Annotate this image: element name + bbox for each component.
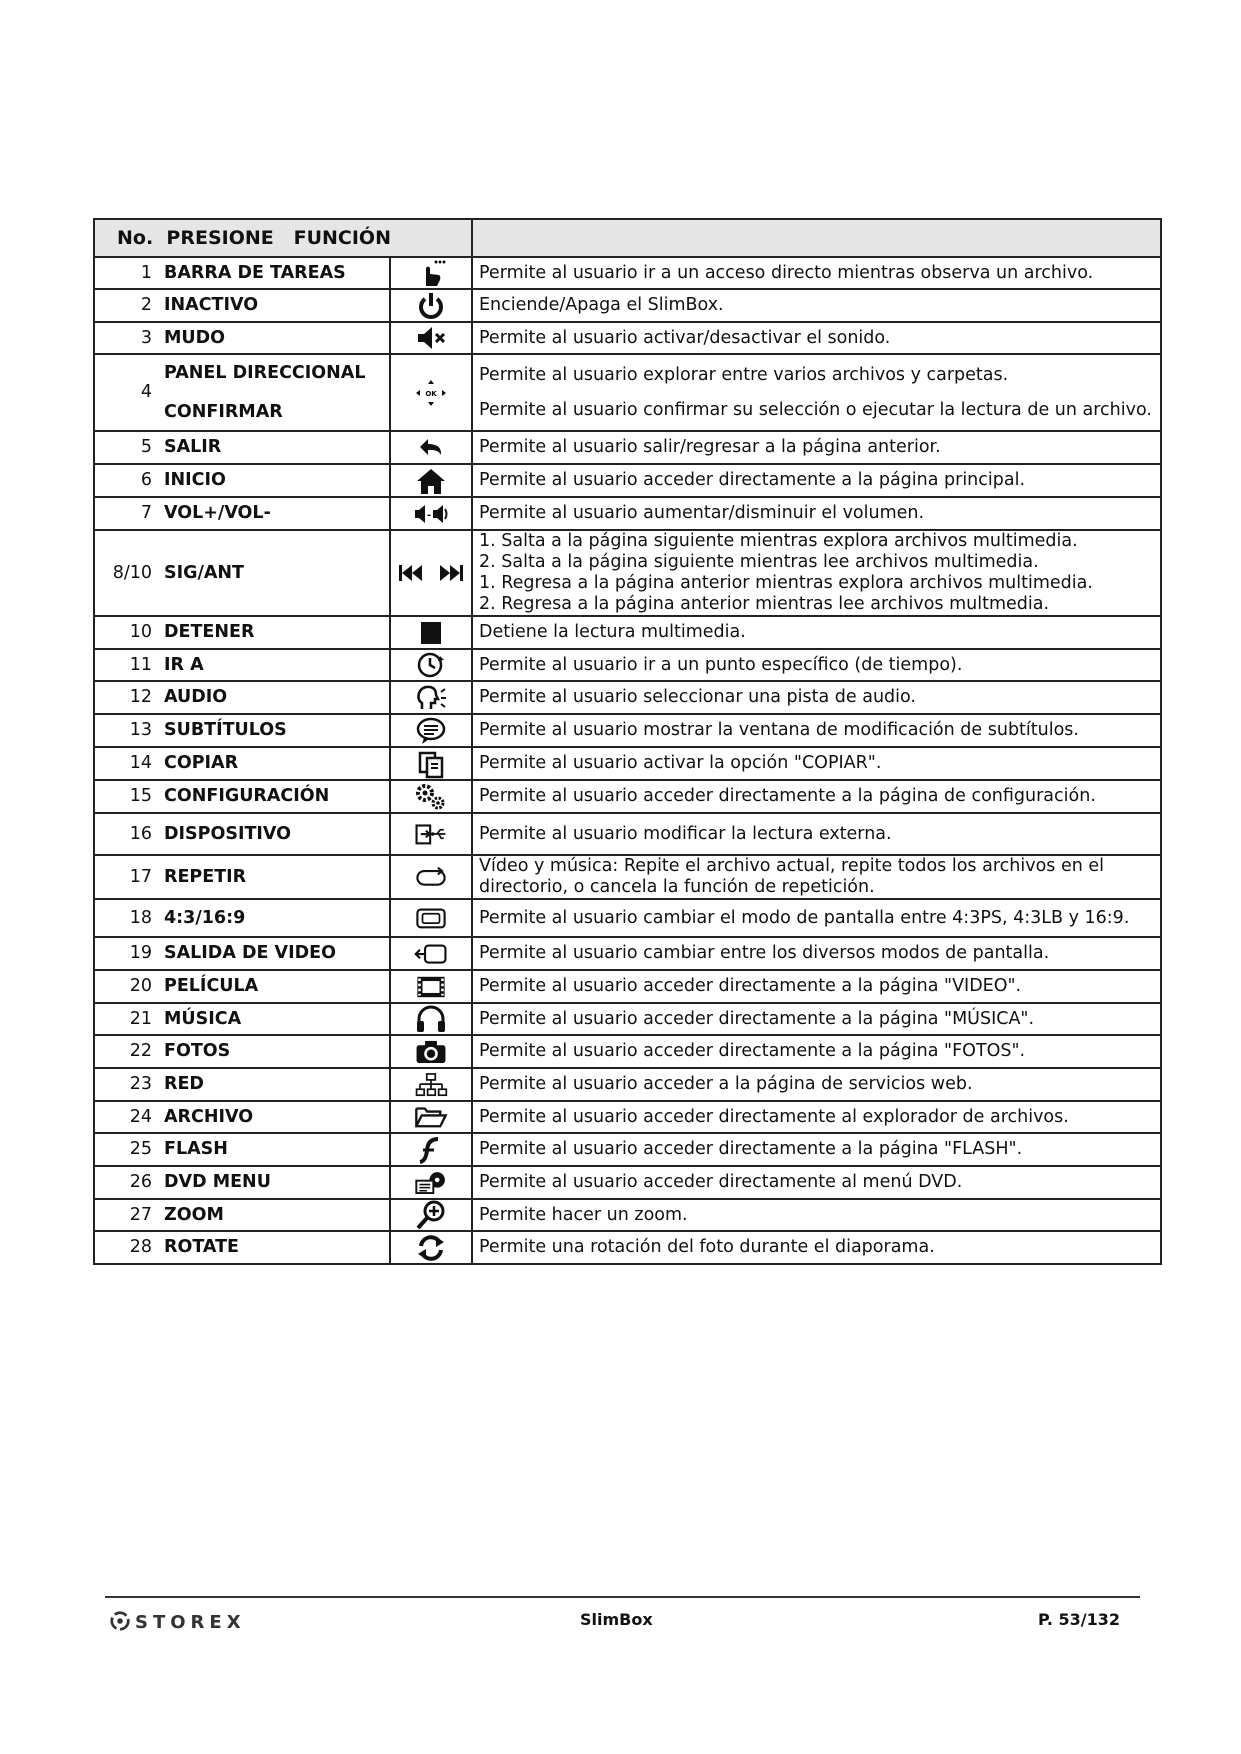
table-header-row (94, 219, 1161, 257)
row-description (472, 497, 1161, 530)
header-press: PRESIONE (166, 226, 274, 249)
row-key: SALIDA DE VIDEO (158, 937, 390, 970)
row-description (472, 813, 1161, 855)
table-row (94, 616, 1161, 649)
row-key-secondary: CONFIRMAR (164, 401, 283, 422)
row-number: 12 (94, 681, 158, 714)
row-description-line: Permite al usuario activar/desactivar el sonido. (479, 327, 891, 348)
row-description-line: Enciende/Apaga el SlimBox. (479, 295, 724, 315)
table-row (94, 257, 1161, 289)
row-icon-cell (390, 1199, 472, 1231)
row-number: 22 (94, 1035, 158, 1068)
row-icon-cell (390, 289, 472, 322)
row-key: ZOOM (158, 1199, 390, 1231)
row-description-line: Permite al usuario acceder directamente a la página "FOTOS". (479, 1041, 1026, 1061)
row-icon-cell (390, 257, 472, 289)
row-number: 26 (94, 1166, 158, 1199)
row-number: 5 (94, 431, 158, 464)
direction-pad-icon (414, 378, 448, 408)
table-row (94, 1003, 1161, 1035)
row-key: INACTIVO (158, 289, 390, 322)
table-row (94, 1231, 1161, 1264)
mute-icon (414, 323, 448, 353)
row-description (472, 899, 1161, 937)
home-icon (414, 466, 448, 496)
row-description-line: Permite al usuario acceder directamente a la página "VIDEO". (479, 976, 1022, 996)
row-description-line: Detiene la lectura multimedia. (479, 622, 746, 642)
aspect-ratio-icon (414, 903, 448, 933)
row-key: VOL+/VOL- (158, 497, 390, 530)
row-description (472, 1231, 1161, 1264)
row-number: 4 (94, 354, 158, 431)
row-key: MÚSICA (158, 1003, 390, 1035)
row-icon-cell (390, 1231, 472, 1264)
row-key: RED (158, 1068, 390, 1101)
row-number: 17 (94, 855, 158, 899)
table-row (94, 970, 1161, 1003)
row-description (472, 289, 1161, 322)
table-row (94, 289, 1161, 322)
table-row (94, 1101, 1161, 1133)
row-number: 15 (94, 780, 158, 813)
row-icon-cell (390, 855, 472, 899)
row-description (472, 747, 1161, 780)
row-icon-cell (390, 681, 472, 714)
row-description-line: Permite al usuario acceder directamente a la página de configuración. (479, 786, 1096, 806)
zoom-icon (414, 1200, 448, 1230)
row-description (472, 464, 1161, 497)
row-description-line: 2. Regresa a la página anterior mientras lee archivos multmedia. (479, 594, 1050, 614)
row-icon-cell (390, 813, 472, 855)
taskbar-hand-icon (414, 258, 448, 288)
row-description (472, 1133, 1161, 1166)
row-icon-cell (390, 970, 472, 1003)
next-prev-icon (397, 558, 465, 588)
row-number: 28 (94, 1231, 158, 1264)
volume-icon (414, 499, 448, 529)
row-number: 6 (94, 464, 158, 497)
row-description-line: 1. Salta a la página siguiente mientras explora archivos multimedia. (479, 531, 1078, 551)
row-key-primary: PANEL DIRECCIONAL (164, 362, 366, 383)
folder-icon (414, 1102, 448, 1132)
row-description (472, 1003, 1161, 1035)
table-row (94, 530, 1161, 616)
row-icon-cell (390, 649, 472, 681)
row-number: 24 (94, 1101, 158, 1133)
row-key: COPIAR (158, 747, 390, 780)
table-row (94, 497, 1161, 530)
row-description-line: Permite al usuario cambiar entre los diversos modos de pantalla. (479, 943, 1050, 963)
row-icon-cell (390, 322, 472, 354)
header-function: FUNCIÓN (293, 226, 391, 249)
power-icon (414, 291, 448, 321)
row-key: DETENER (158, 616, 390, 649)
table-row (94, 649, 1161, 681)
row-number: 23 (94, 1068, 158, 1101)
row-key: SUBTÍTULOS (158, 714, 390, 747)
row-number: 3 (94, 322, 158, 354)
film-icon (414, 972, 448, 1002)
table-row (94, 322, 1161, 354)
row-key: INICIO (158, 464, 390, 497)
row-number: 18 (94, 899, 158, 937)
row-description (472, 970, 1161, 1003)
row-number: 19 (94, 937, 158, 970)
row-description-line: Permite al usuario salir/regresar a la página anterior. (479, 437, 941, 457)
page-footer (105, 1596, 1140, 1638)
svg-text:OK: OK (425, 389, 437, 398)
row-key: DISPOSITIVO (158, 813, 390, 855)
table-row (94, 1199, 1161, 1231)
table-header (94, 219, 472, 257)
table-row (94, 1035, 1161, 1068)
row-icon-cell (390, 714, 472, 747)
row-number: 27 (94, 1199, 158, 1231)
table-row (94, 899, 1161, 937)
network-icon (414, 1070, 448, 1100)
row-key: IR A (158, 649, 390, 681)
table-row (94, 747, 1161, 780)
row-description (472, 855, 1161, 899)
row-description (472, 1101, 1161, 1133)
row-icon-cell (390, 354, 472, 431)
row-number: 1 (94, 257, 158, 289)
copy-icon (414, 749, 448, 779)
row-key: BARRA DE TAREAS (158, 257, 390, 289)
storex-logo (109, 1610, 246, 1633)
row-icon-cell (390, 464, 472, 497)
row-description (472, 714, 1161, 747)
row-description-line: Vídeo y música: Repite el archivo actual, repite todos los archivos en el directorio, o cancela la función de repetición. (479, 856, 1105, 897)
row-description-line: 1. Regresa a la página anterior mientras explora archivos multimedia. (479, 573, 1093, 593)
svg-text:-: - (427, 509, 432, 521)
row-number: 21 (94, 1003, 158, 1035)
row-icon-cell (390, 1166, 472, 1199)
row-description-line: Permite al usuario acceder a la página de servicios web. (479, 1074, 973, 1094)
row-icon-cell (390, 1133, 472, 1166)
row-description-line: Permite al usuario acceder directamente al menú DVD. (479, 1172, 963, 1192)
row-description (472, 530, 1161, 616)
table-row (94, 1166, 1161, 1199)
row-icon-cell (390, 899, 472, 937)
rotate-icon (414, 1233, 448, 1263)
row-icon-cell (390, 431, 472, 464)
device-usb-icon (414, 819, 448, 849)
row-description (472, 354, 1161, 431)
table-row (94, 681, 1161, 714)
row-key-spacer (164, 384, 383, 402)
table-row (94, 813, 1161, 855)
header-no: No. (117, 226, 154, 249)
table-row (94, 431, 1161, 464)
flash-icon (414, 1135, 448, 1165)
row-icon-cell (390, 1068, 472, 1101)
row-number: 20 (94, 970, 158, 1003)
gears-icon (414, 782, 448, 812)
row-icon-cell (390, 530, 472, 616)
row-description (472, 1166, 1161, 1199)
dvd-menu-icon (414, 1168, 448, 1198)
storex-swirl-icon (109, 1610, 131, 1632)
row-description (472, 322, 1161, 354)
row-description-line: Permite al usuario acceder directamente a la página "MÚSICA". (479, 1008, 1035, 1029)
repeat-icon (414, 862, 448, 892)
row-description-line: Permite al usuario aumentar/disminuir el volumen. (479, 503, 925, 523)
audio-head-icon (414, 683, 448, 713)
row-key: REPETIR (158, 855, 390, 899)
table-row (94, 1133, 1161, 1166)
row-description (472, 1068, 1161, 1101)
row-description (472, 649, 1161, 681)
row-number: 14 (94, 747, 158, 780)
row-key: PELÍCULA (158, 970, 390, 1003)
row-description-line: Permite al usuario activar la opción "COPIAR". (479, 753, 882, 773)
video-out-icon (414, 939, 448, 969)
table-row (94, 937, 1161, 970)
footer-product: SlimBox (580, 1610, 653, 1629)
row-description (472, 937, 1161, 970)
row-description-line: Permite al usuario cambiar el modo de pantalla entre 4:3PS, 4:3LB y 16:9. (479, 907, 1130, 928)
row-description (472, 780, 1161, 813)
row-number: 7 (94, 497, 158, 530)
row-description-line: Permite al usuario seleccionar una pista de audio. (479, 687, 916, 707)
table-row (94, 714, 1161, 747)
row-icon-cell (390, 616, 472, 649)
row-description-line: Permite al usuario acceder directamente al explorador de archivos. (479, 1106, 1069, 1127)
table-row (94, 1068, 1161, 1101)
row-icon-cell (390, 780, 472, 813)
row-description-line: Permite al usuario ir a un punto específico (de tiempo). (479, 654, 963, 675)
subtitle-bubble-icon (414, 716, 448, 746)
row-key: SIG/ANT (158, 530, 390, 616)
row-icon-cell (390, 1101, 472, 1133)
storex-logo-text: STOREX (135, 1612, 246, 1633)
table-row (94, 855, 1161, 899)
row-number: 25 (94, 1133, 158, 1166)
row-key: 4:3/16:9 (158, 899, 390, 937)
row-number: 2 (94, 289, 158, 322)
row-key: ARCHIVO (158, 1101, 390, 1133)
row-description (472, 1035, 1161, 1068)
row-description (472, 431, 1161, 464)
function-table-container (93, 218, 1160, 1265)
row-description-line: Permite al usuario mostrar la ventana de modificación de subtítulos. (479, 720, 1079, 740)
function-table (93, 218, 1162, 1265)
row-key: ROTATE (158, 1231, 390, 1264)
row-description (472, 1199, 1161, 1231)
row-key: FLASH (158, 1133, 390, 1166)
row-description-line: Permite al usuario modificar la lectura externa. (479, 823, 892, 844)
row-number: 16 (94, 813, 158, 855)
row-description (472, 681, 1161, 714)
row-key: SALIR (158, 431, 390, 464)
row-icon-cell (390, 1003, 472, 1035)
row-number: 8/10 (94, 530, 158, 616)
row-description-line: Permite al usuario confirmar su selección o ejecutar la lectura de un archivo. (479, 399, 1152, 420)
row-description (472, 616, 1161, 649)
row-number: 11 (94, 649, 158, 681)
camera-icon (414, 1037, 448, 1067)
row-icon-cell (390, 1035, 472, 1068)
row-number: 10 (94, 616, 158, 649)
row-key: DVD MENU (158, 1166, 390, 1199)
row-description-line: Permite al usuario ir a un acceso directo mientras observa un archivo. (479, 262, 1094, 283)
headphones-icon (414, 1004, 448, 1034)
row-description-line: Permite una rotación del foto durante el diaporama. (479, 1237, 935, 1257)
table-row (94, 354, 1161, 431)
table-row (94, 780, 1161, 813)
row-description-line: 2. Salta a la página siguiente mientras lee archivos multimedia. (479, 552, 1039, 572)
row-number: 13 (94, 714, 158, 747)
row-key: FOTOS (158, 1035, 390, 1068)
row-key: CONFIGURACIÓN (158, 780, 390, 813)
goto-clock-icon (414, 650, 448, 680)
return-arrow-icon (414, 433, 448, 463)
row-icon-cell (390, 497, 472, 530)
row-icon-cell (390, 747, 472, 780)
header-blank (472, 219, 1161, 257)
row-description-line: Permite al usuario acceder directamente a la página principal. (479, 470, 1026, 490)
row-icon-cell (390, 937, 472, 970)
row-description (472, 257, 1161, 289)
row-description-line: Permite al usuario acceder directamente a la página "FLASH". (479, 1139, 1023, 1159)
row-description-line: Permite al usuario explorar entre varios archivos y carpetas. (479, 364, 1009, 385)
row-description-line: Permite hacer un zoom. (479, 1204, 688, 1225)
row-key: AUDIO (158, 681, 390, 714)
table-row (94, 464, 1161, 497)
footer-page-number: P. 53/132 (1038, 1610, 1120, 1629)
row-key: MUDO (158, 322, 390, 354)
row-key (158, 354, 390, 431)
stop-icon (414, 618, 448, 648)
